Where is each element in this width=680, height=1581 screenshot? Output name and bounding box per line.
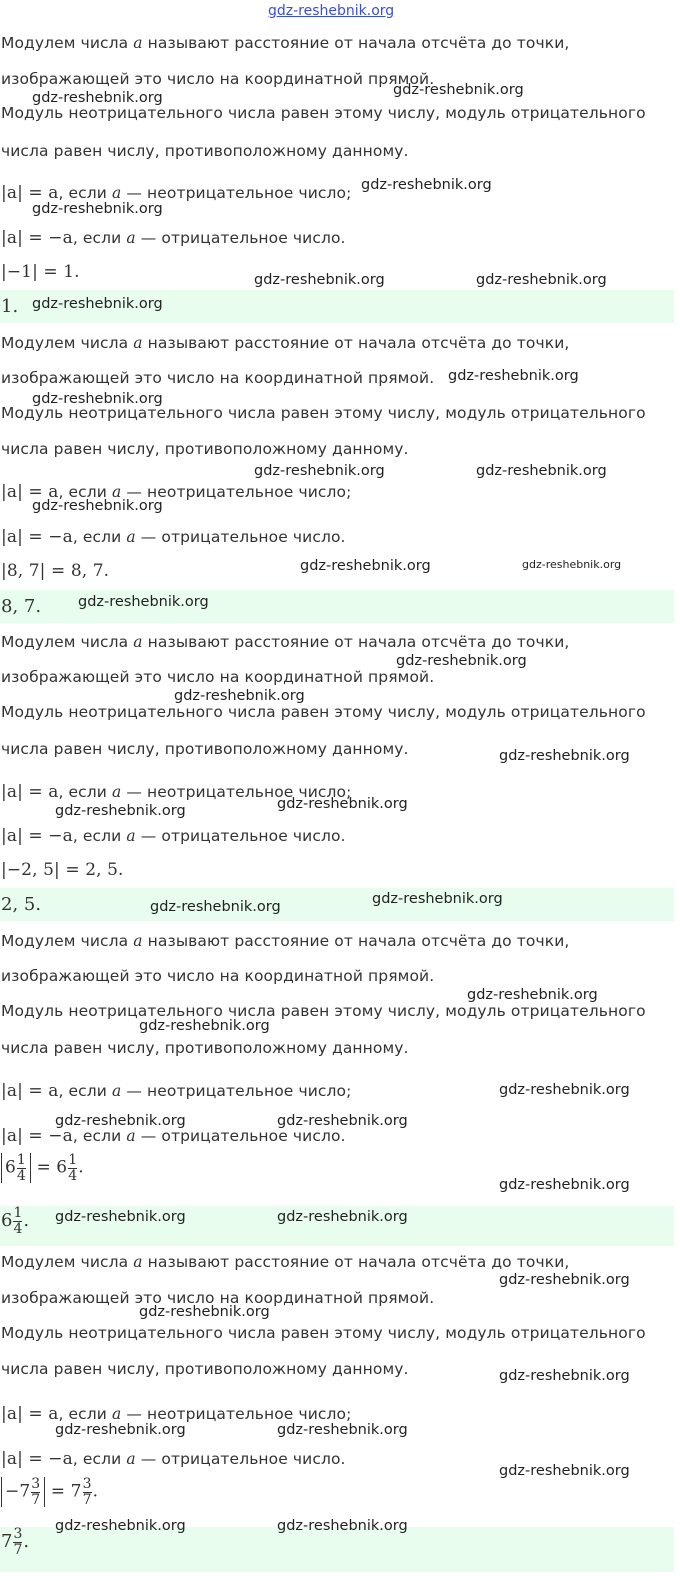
watermark: gdz-reshebnik.org [150,899,281,915]
watermark: gdz-reshebnik.org [277,1209,408,1225]
theory-p4: числа равен числу, противоположному данному. [1,142,409,160]
answer-box [0,888,674,921]
rule-negative: |a| = −a, если a — отрицательное число. [1,228,346,248]
task-calc: |8, 7| = 8, 7. [1,561,110,581]
theory-p1: Модулем числа a называют расстояние от начала отсчёта до точки, [1,34,570,52]
rule-nonnegative: |a| = a, если a — неотрицательное число; [1,782,352,802]
watermark: gdz-reshebnik.org [300,558,431,574]
theory-p3: Модуль неотрицательного числа равен этому числу, модуль отрицательного [1,104,646,122]
watermark: gdz-reshebnik.org [139,1304,270,1320]
watermark: gdz-reshebnik.org [277,796,408,812]
theory-p2: изображающей это число на координатной прямой. [1,1289,435,1307]
rule-negative: |a| = −a, если a — отрицательное число. [1,1449,346,1469]
answer-value: 8, 7. [1,596,42,617]
watermark: gdz-reshebnik.org [467,987,598,1003]
answer-value: 6 $\frac{1}{4}$ . [1,1205,30,1237]
watermark: gdz-reshebnik.org [522,558,622,571]
watermark: gdz-reshebnik.org [32,391,163,407]
rule-negative: |a| = −a, если a — отрицательное число. [1,527,346,547]
watermark: gdz-reshebnik.org [499,748,630,764]
rule-nonnegative: |a| = a, если a — неотрицательное число; [1,482,352,502]
watermark: gdz-reshebnik.org [499,1272,630,1288]
theory-p1: Модулем числа a называют расстояние от начала отсчёта до точки, [1,334,570,352]
watermark: gdz-reshebnik.org [476,463,607,479]
theory-p1: Модулем числа a называют расстояние от начала отсчёта до точки, [1,1253,570,1271]
watermark: gdz-reshebnik.org [55,1518,186,1534]
task-calc: −7 $\frac{3}{7}$ = 7 $\frac{3}{7}$ . [1,1477,98,1507]
task-calc: 6 $\frac{1}{4}$ = 6 $\frac{1}{4}$ . [1,1153,84,1183]
watermark: gdz-reshebnik.org [32,201,163,217]
watermark: gdz-reshebnik.org [393,82,524,98]
watermark: gdz-reshebnik.org [277,1422,408,1438]
theory-p4: числа равен числу, противоположному данному. [1,1039,409,1057]
watermark: gdz-reshebnik.org [32,296,163,312]
watermark: gdz-reshebnik.org [448,368,579,384]
theory-p4: числа равен числу, противоположному данному. [1,1360,409,1378]
watermark: gdz-reshebnik.org [139,1018,270,1034]
watermark: gdz-reshebnik.org [32,90,163,106]
theory-p3: Модуль неотрицательного числа равен этому числу, модуль отрицательного [1,703,646,721]
answer-value: 7 $\frac{3}{7}$ . [1,1526,30,1558]
rule-nonnegative: |a| = a, если a — неотрицательное число; [1,1081,352,1101]
theory-p2: изображающей это число на координатной прямой. [1,70,435,88]
watermark: gdz-reshebnik.org [372,891,503,907]
watermark: gdz-reshebnik.org [254,463,385,479]
answer-value: 2, 5. [1,894,42,915]
fraction: $\frac{1}{4}$ [68,1152,78,1184]
watermark: gdz-reshebnik.org [55,1209,186,1225]
theory-p2: изображающей это число на координатной прямой. [1,668,435,686]
watermark: gdz-reshebnik.org [55,1422,186,1438]
watermark-top-link[interactable]: gdz-reshebnik.org [268,3,395,19]
fraction: $\frac{3}{7}$ [31,1476,41,1508]
watermark: gdz-reshebnik.org [32,498,163,514]
watermark: gdz-reshebnik.org [55,1113,186,1129]
watermark: gdz-reshebnik.org [277,1518,408,1534]
fraction: $\frac{1}{4}$ [13,1205,23,1237]
watermark: gdz-reshebnik.org [55,803,186,819]
theory-p1: Модулем числа a называют расстояние от начала отсчёта до точки, [1,633,570,651]
theory-p3: Модуль неотрицательного числа равен этому числу, модуль отрицательного [1,1002,646,1020]
fraction: $\frac{3}{7}$ [82,1476,92,1508]
watermark: gdz-reshebnik.org [174,688,305,704]
theory-p3: Модуль неотрицательного числа равен этому числу, модуль отрицательного [1,1324,646,1342]
theory-p1: Модулем числа a называют расстояние от начала отсчёта до точки, [1,932,570,950]
rule-negative: |a| = −a, если a — отрицательное число. [1,1126,346,1146]
theory-p3: Модуль неотрицательного числа равен этому числу, модуль отрицательного [1,404,646,422]
watermark: gdz-reshebnik.org [476,272,607,288]
watermark: gdz-reshebnik.org [499,1177,630,1193]
rule-negative: |a| = −a, если a — отрицательное число. [1,826,346,846]
theory-p4: числа равен числу, противоположному данному. [1,740,409,758]
theory-p4: числа равен числу, противоположному данному. [1,440,409,458]
answer-value: 1. [1,296,19,317]
watermark: gdz-reshebnik.org [361,177,492,193]
theory-p2: изображающей это число на координатной прямой. [1,967,435,985]
fraction: $\frac{1}{4}$ [16,1152,26,1184]
task-calc: |−1| = 1. [1,262,80,282]
theory-p2: изображающей это число на координатной прямой. [1,369,435,387]
watermark: gdz-reshebnik.org [499,1368,630,1384]
rule-nonnegative: |a| = a, если a — неотрицательное число; [1,1404,352,1424]
fraction: $\frac{3}{7}$ [13,1526,23,1558]
watermark: gdz-reshebnik.org [499,1082,630,1098]
rule-nonnegative: |a| = a, если a — неотрицательное число; [1,183,352,203]
watermark: gdz-reshebnik.org [254,272,385,288]
watermark: gdz-reshebnik.org [499,1463,630,1479]
watermark: gdz-reshebnik.org [277,1113,408,1129]
watermark: gdz-reshebnik.org [396,653,527,669]
task-calc: |−2, 5| = 2, 5. [1,860,124,880]
watermark: gdz-reshebnik.org [78,594,209,610]
